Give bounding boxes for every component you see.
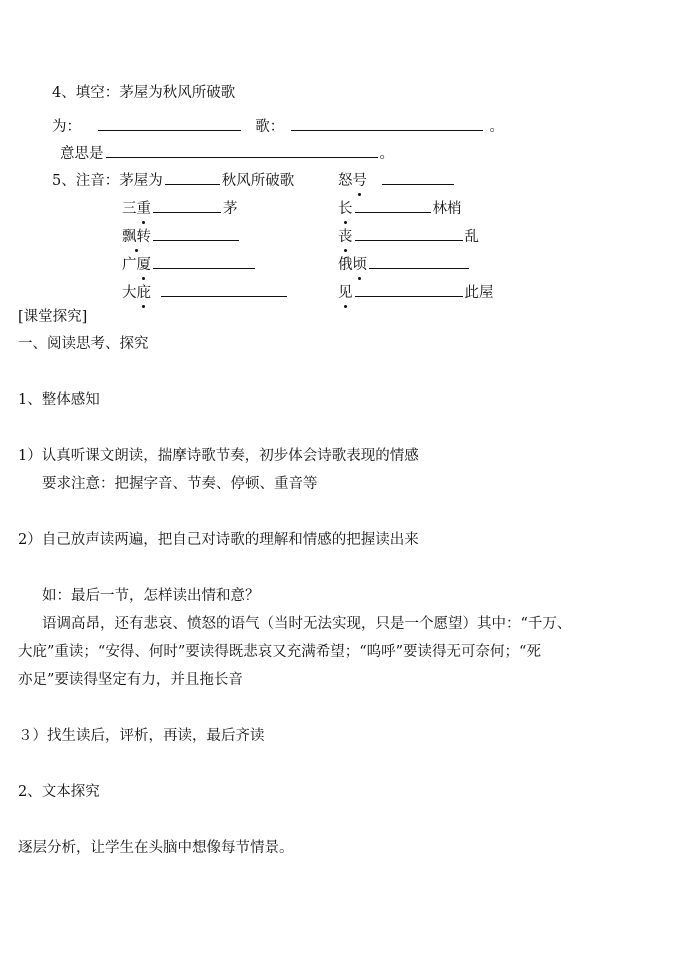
dotted-char: 见 bbox=[338, 285, 353, 301]
item-1-heading: 1、整体感知 bbox=[18, 392, 100, 408]
dotted-char: 长 bbox=[338, 201, 353, 217]
question-5-suffix: 秋风所破歌 bbox=[221, 173, 295, 189]
period: 。 bbox=[379, 146, 394, 162]
title-blank[interactable] bbox=[165, 170, 220, 185]
pinyin-item-left-1: 三重 茅 bbox=[122, 198, 238, 217]
question-4-title: 4、填空：茅屋为秋风所破歌 bbox=[52, 85, 236, 101]
pinyin-blank[interactable] bbox=[355, 198, 431, 213]
pinyin-blank[interactable] bbox=[153, 254, 255, 269]
dotted-char: 厦 bbox=[136, 257, 151, 273]
pinyin-item-right-2: 丧 乱 bbox=[338, 226, 479, 245]
step-1b: 要求注意：把握字音、节奏、停顿、重音等 bbox=[42, 476, 318, 492]
pinyin-blank[interactable] bbox=[153, 226, 239, 241]
dotted-char: 号 bbox=[352, 173, 367, 189]
meaning-label: 意思是 bbox=[60, 146, 104, 162]
dotted-char: 飘转 bbox=[122, 229, 151, 245]
dotted-char: 丧 bbox=[338, 229, 353, 245]
pinyin-item-left-3: 广厦 bbox=[122, 254, 257, 273]
step-2: 2）自己放声读两遍，把自己对诗歌的理解和情感的把握读出来 bbox=[18, 532, 419, 548]
question-5-prefix: 5、注音：茅屋为 bbox=[52, 173, 163, 189]
pinyin-blank[interactable] bbox=[355, 282, 463, 297]
example-question: 如：最后一节，怎样读出情和意？ bbox=[42, 588, 260, 604]
period: 。 bbox=[489, 119, 504, 135]
question-5-title bbox=[52, 170, 294, 189]
pinyin-item-left-2 bbox=[122, 226, 241, 245]
example-answer-3: 亦足”要读得坚定有力，并且拖长音 bbox=[18, 672, 243, 688]
item-2-heading: 2、文本探究 bbox=[18, 784, 100, 800]
ge-blank[interactable] bbox=[291, 116, 483, 131]
pinyin-blank[interactable] bbox=[153, 198, 221, 213]
nuhao-blank[interactable] bbox=[382, 170, 454, 185]
section-header: [课堂探究] bbox=[18, 309, 88, 325]
step-3: ３）找生读后，评析，再读，最后齐读 bbox=[18, 728, 265, 744]
step-1a: 1）认真听课文朗读，揣摩诗歌节奏，初步体会诗歌表现的情感 bbox=[18, 448, 419, 464]
question-4-answers bbox=[52, 116, 504, 135]
meaning-blank[interactable] bbox=[106, 143, 378, 158]
example-answer-2: 大庇”重读；“安得、何时”要读得既悲哀又充满希望；“呜呼”要读得无可奈何；“死 bbox=[18, 644, 541, 660]
wei-label: 为： bbox=[52, 119, 81, 135]
meaning-line bbox=[60, 143, 394, 162]
pinyin-item-left-4: 大庇 bbox=[122, 282, 289, 301]
pinyin-blank[interactable] bbox=[369, 254, 469, 269]
example-answer-1: 语调高昂，还有悲哀、愤怒的语气（当时无法实现，只是一个愿望）其中：“千万、 bbox=[42, 616, 572, 632]
part-1-heading: 一、阅读思考、探究 bbox=[18, 336, 149, 352]
ge-label: 歌： bbox=[255, 119, 285, 135]
pinyin-blank[interactable] bbox=[161, 282, 287, 297]
pinyin-item-right-1: 长 林梢 bbox=[338, 198, 462, 217]
pinyin-item-right-3: 俄顷 bbox=[338, 254, 471, 273]
dotted-char: 庇 bbox=[136, 285, 151, 301]
dotted-char: 顷 bbox=[352, 257, 367, 273]
pinyin-blank[interactable] bbox=[355, 226, 463, 241]
item-2-text: 逐层分析，让学生在头脑中想像每节情景。 bbox=[18, 840, 294, 856]
wei-blank[interactable] bbox=[98, 116, 241, 131]
dotted-char: 重 bbox=[136, 201, 151, 217]
nuhao-item: 怒号 bbox=[338, 170, 456, 189]
pinyin-item-right-4: 见 此屋 bbox=[338, 282, 494, 301]
